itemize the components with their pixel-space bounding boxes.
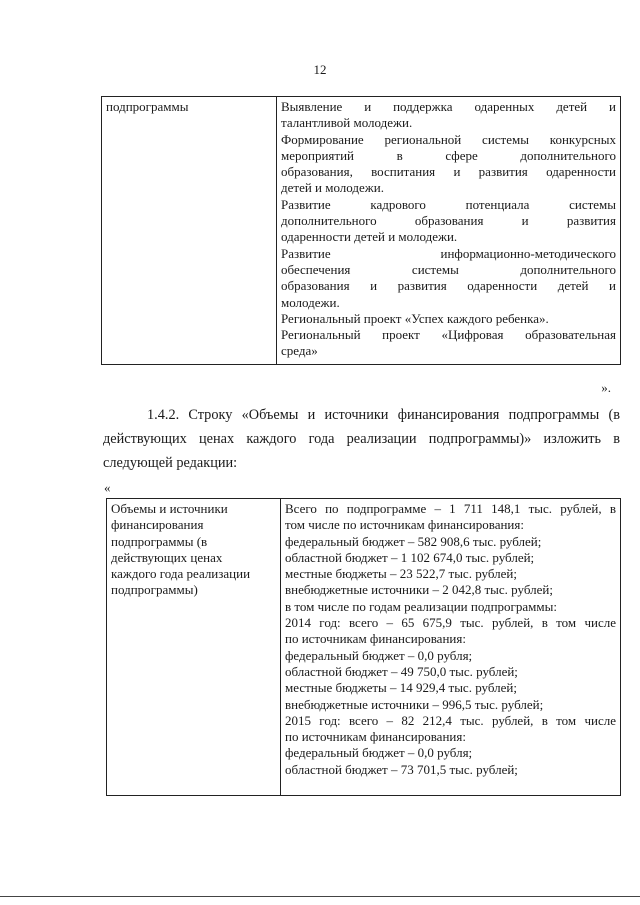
text-line: федеральный бюджет – 0,0 рубля; [285, 745, 473, 761]
paragraph-line: 1.4.2. Строку «Объемы и источники финансирования подпрограммы (в [147, 407, 620, 423]
text-line: обеспечения системы дополнительного [281, 261, 616, 277]
text-line: образования и развития одаренности детей и [281, 278, 616, 294]
subprogram-goals-table [101, 96, 621, 365]
text-line: по источникам финансирования: [285, 631, 466, 647]
text-line: среда» [281, 343, 318, 359]
text-line: областной бюджет – 49 750,0 тыс. рублей; [285, 663, 518, 679]
text-line: Развитие информационно-методического [281, 245, 616, 261]
text-line: мероприятий в сфере дополнительного [281, 147, 616, 163]
amendment-paragraph [103, 403, 620, 475]
text-line: Всего по подпрограмме – 1 711 148,1 тыс. рублей, в [285, 501, 616, 516]
text-line: местные бюджеты – 23 522,7 тыс. рублей; [285, 566, 517, 582]
text-line: местные бюджеты – 14 929,4 тыс. рублей; [285, 680, 517, 696]
text-line: Выявление и поддержка одаренных детей и [281, 99, 616, 114]
text-line: финансирования [111, 517, 204, 533]
page-number: 12 [313, 62, 327, 77]
text-line: в том числе по годам реализации подпрограммы: [285, 598, 557, 614]
text-line: подпрограммы) [111, 582, 198, 598]
text-line: действующих ценах [111, 549, 223, 565]
paragraph-line: действующих ценах каждого года реализации подпрограммы)» изложить в [103, 431, 620, 447]
text-line: Региональный проект «Успех каждого ребенка». [281, 310, 549, 326]
text-line: подпрограммы (в [111, 533, 208, 549]
text-line: Развитие кадрового потенциала системы [281, 196, 616, 212]
text-line: каждого года реализации [111, 566, 251, 582]
text-line: внебюджетные источники – 2 042,8 тыс. рублей; [285, 582, 553, 598]
text-line: детей и молодежи. [281, 180, 384, 196]
text-line: одаренности детей и молодежи. [281, 229, 458, 245]
funding-table [106, 498, 621, 796]
text-line: том числе по источникам финансирования: [285, 517, 524, 533]
text-line: дополнительного образования и развития [281, 213, 616, 229]
table-cell-label [107, 499, 281, 796]
text-line: образования, воспитания и развития одаренности [281, 164, 616, 180]
text-line: 2015 год: всего – 82 212,4 тыс. рублей, в том числе [285, 712, 616, 728]
text-line: областной бюджет – 73 701,5 тыс. рублей; [285, 761, 518, 777]
text-line: талантливой молодежи. [281, 115, 413, 131]
text-line: областной бюджет – 1 102 674,0 тыс. рублей; [285, 549, 535, 565]
text-line: по источникам финансирования: [285, 729, 466, 745]
table-cell-content [281, 499, 621, 796]
text-line: Региональный проект «Цифровая образовательная [281, 327, 616, 343]
paragraph-line: следующей редакции: [103, 455, 238, 471]
row-label: подпрограммы [106, 99, 189, 114]
text-line: молодежи. [281, 294, 340, 310]
closing-quote: ». [601, 380, 611, 395]
text-line: внебюджетные источники – 996,5 тыс. рублей; [285, 696, 544, 712]
table-row [107, 499, 621, 796]
footer-rule [0, 896, 640, 897]
text-line: Объемы и источники [111, 501, 228, 516]
table-cell-content [277, 97, 621, 365]
text-line: федеральный бюджет – 0,0 рубля; [285, 647, 473, 663]
text-line: федеральный бюджет – 582 908,6 тыс. рублей; [285, 533, 542, 549]
text-line: 2014 год: всего – 65 675,9 тыс. рублей, в том числе [285, 615, 616, 631]
opening-quote: « [104, 480, 111, 495]
table-row [102, 97, 621, 365]
text-line: Формирование региональной системы конкурсных [281, 131, 616, 147]
table-cell-label [102, 97, 277, 365]
